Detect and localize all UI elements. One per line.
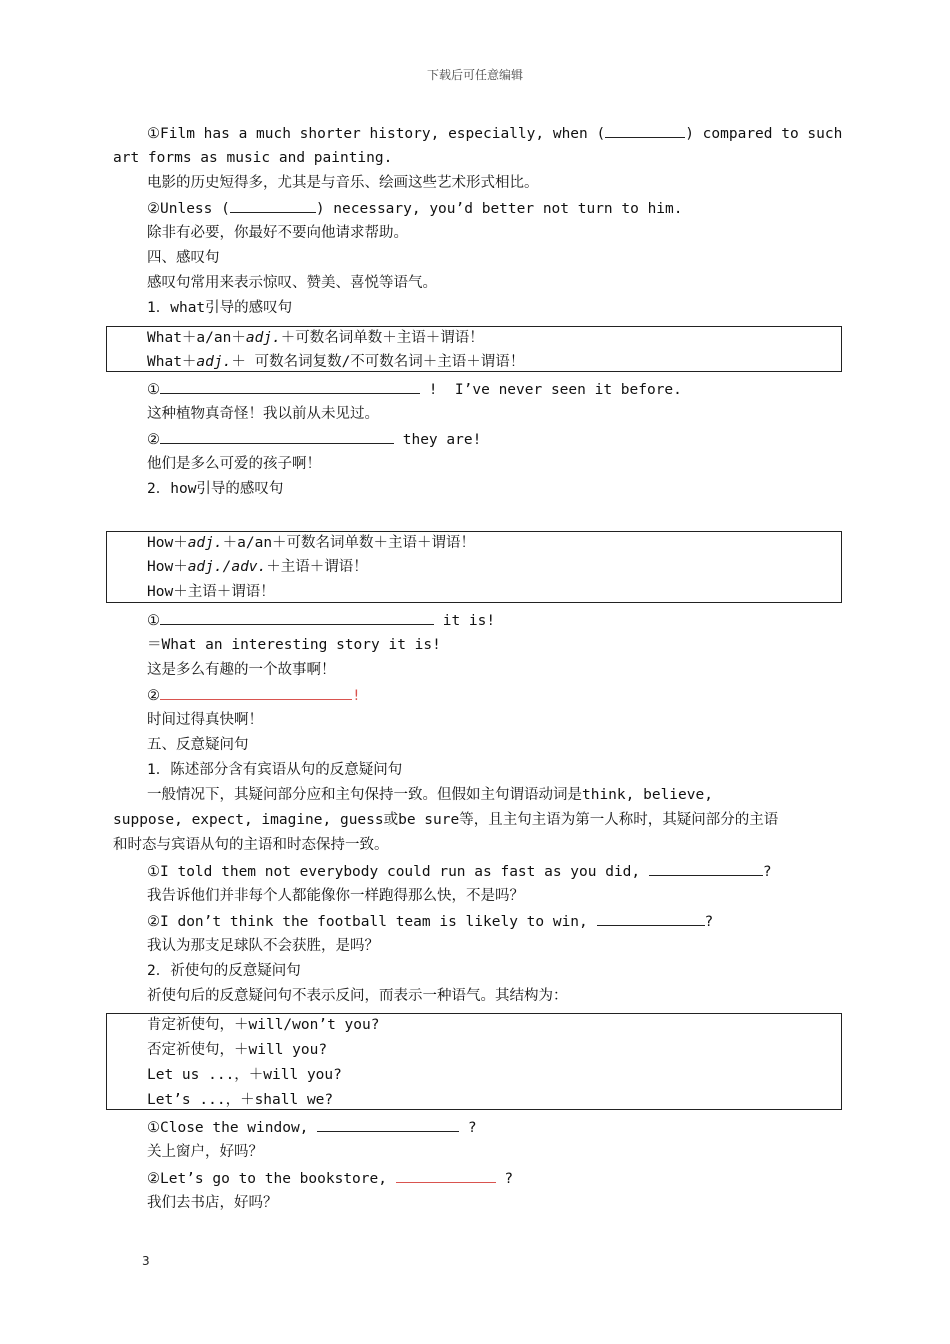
text-line: ②Let’s go to the bookstore, ? bbox=[147, 1168, 513, 1189]
text-line: 时间过得真快啊！ bbox=[147, 712, 263, 728]
text-line: 祈使句后的反意疑问句不表示反问，而表示一种语气。其结构为： bbox=[147, 988, 568, 1004]
text-line: 这种植物真奇怪！我以前从未见过。 bbox=[147, 406, 379, 422]
grammar-box bbox=[106, 326, 842, 372]
answer-blank bbox=[160, 685, 352, 700]
text-line: art forms as music and painting. bbox=[113, 150, 393, 166]
text-line: 一般情况下，其疑问部分应和主句保持一致。但假如主句谓语动词是think, believe, bbox=[147, 787, 713, 803]
text-line: ①Close the window, ? bbox=[147, 1117, 477, 1138]
box-line: Let us ...，＋will you? bbox=[147, 1067, 342, 1083]
text-line: 感叹句常用来表示惊叹、赞美、喜悦等语气。 bbox=[147, 275, 437, 291]
box-line: How＋adj./adv.＋主语＋谓语！ bbox=[147, 559, 368, 575]
subsection-heading: 1．陈述部分含有宾语从句的反意疑问句 bbox=[147, 762, 403, 778]
answer-blank bbox=[160, 610, 434, 625]
subsection-heading: 1．what引导的感叹句 bbox=[147, 300, 293, 316]
box-line: How＋主语＋谓语！ bbox=[147, 584, 275, 600]
answer-blank bbox=[230, 198, 316, 213]
answer-blank bbox=[649, 861, 763, 876]
text-line: ②Unless ( ) necessary, you’d better not turn to him. bbox=[147, 198, 683, 219]
text-line: ① ! I’ve never seen it before. bbox=[147, 379, 682, 400]
section-heading: 五、反意疑问句 bbox=[147, 737, 249, 753]
box-line: Let’s ...，＋shall we? bbox=[147, 1092, 334, 1108]
answer-blank bbox=[396, 1168, 496, 1183]
page-header: 下载后可任意编辑 bbox=[426, 68, 523, 82]
text-line: 我告诉他们并非每个人都能像你一样跑得那么快，不是吗？ bbox=[147, 888, 524, 904]
text-line: 这是多么有趣的一个故事啊！ bbox=[147, 662, 336, 678]
page-number: 3 bbox=[142, 1254, 150, 1268]
box-line: What＋a/an＋adj.＋可数名词单数＋主语＋谓语！ bbox=[147, 330, 484, 346]
text-line: 除非有必要，你最好不要向他请求帮助。 bbox=[147, 225, 408, 241]
grammar-box bbox=[106, 1013, 842, 1110]
text-line: ②I don’t think the football team is likely to win, ? bbox=[147, 911, 713, 932]
text-line: suppose, expect, imagine, guess或be sure等，且主句主语为第一人称时，其疑问部分的主语 bbox=[113, 812, 779, 828]
text-line: ①Film has a much shorter history, especially, when ( ) compared to such bbox=[147, 123, 842, 144]
box-line: What＋adj.＋ 可数名词复数/不可数名词＋主语＋谓语！ bbox=[147, 354, 525, 370]
grammar-box bbox=[106, 531, 842, 603]
answer-blank bbox=[317, 1117, 459, 1132]
text-line: ①I told them not everybody could run as fast as you did, ? bbox=[147, 861, 772, 882]
answer-blank bbox=[160, 379, 420, 394]
box-line: How＋adj.＋a/an＋可数名词单数＋主语＋谓语！ bbox=[147, 535, 476, 551]
text-line: 关上窗户，好吗？ bbox=[147, 1144, 263, 1160]
text-line: 我认为那支足球队不会获胜，是吗？ bbox=[147, 938, 379, 954]
answer-blank bbox=[605, 123, 685, 138]
text-line: ① it is! bbox=[147, 610, 495, 631]
text-line: 他们是多么可爱的孩子啊！ bbox=[147, 456, 321, 472]
answer-blank bbox=[597, 911, 705, 926]
text-line: 和时态与宾语从句的主语和时态保持一致。 bbox=[113, 837, 389, 853]
section-heading: 四、感叹句 bbox=[147, 250, 220, 266]
box-line: 肯定祈使句，＋will/won’t you? bbox=[147, 1017, 380, 1033]
text-line: 我们去书店，好吗？ bbox=[147, 1195, 278, 1211]
subsection-heading: 2．how引导的感叹句 bbox=[147, 481, 284, 497]
answer-blank bbox=[160, 429, 394, 444]
text-line: 电影的历史短得多，尤其是与音乐、绘画这些艺术形式相比。 bbox=[147, 175, 539, 191]
subsection-heading: 2．祈使句的反意疑问句 bbox=[147, 963, 301, 979]
box-line: 否定祈使句，＋will you? bbox=[147, 1042, 328, 1058]
text-line: ② ! bbox=[147, 685, 361, 706]
text-line: ＝What an interesting story it is! bbox=[147, 637, 441, 653]
text-line: ② they are! bbox=[147, 429, 481, 450]
